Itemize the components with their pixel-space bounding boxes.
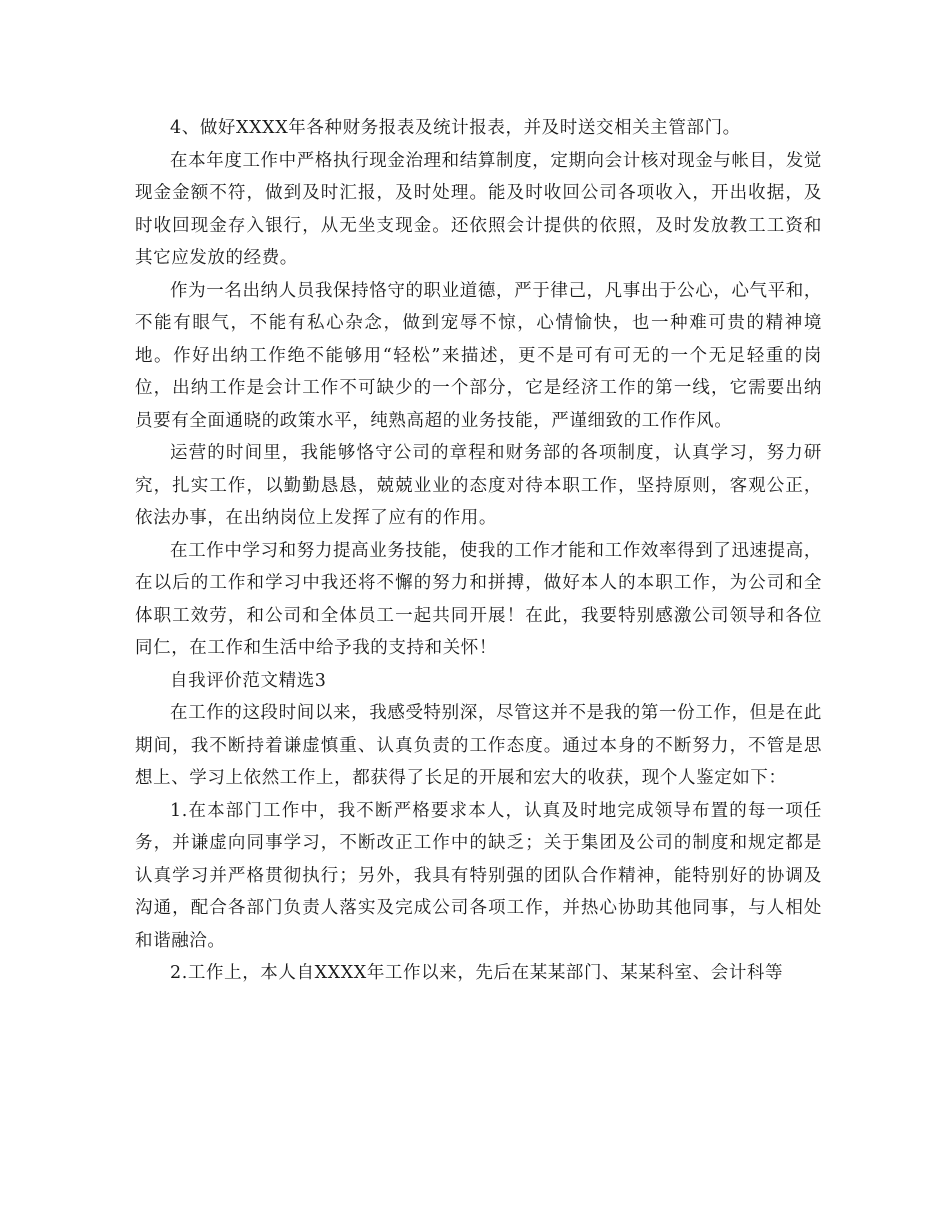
paragraph-report-task: 4、做好XXXX年各种财务报表及统计报表，并及时送交相关主管部门。 bbox=[170, 118, 741, 138]
paragraph-skill-improvement: 在工作中学习和努力提高业务技能，使我的工作才能和工作效率得到了迅速提高，在以后的工作和学习中我还将不懈的努力和拼搏，做好本人的本职工作，为公司和全体职工效劳，和公司和全体员工一起共同开展！在此，我要特别感激公司领导和各位同仁，在工作和生活中给予我的支持和关怀！ bbox=[135, 540, 822, 658]
paragraph-item-1: 1.在本部门工作中，我不断严格要求本人，认真及时地完成领导布置的每一项任务，并谦虚向同事学习，不断改正工作中的缺乏；关于集团及公司的制度和规定都是认真学习并严格贯彻执行；另外，我具有特别强的团队合作精神，能特别好的协调及沟通，配合各部门负责人落实及完成公司各项工作，并热心协助其他同事，与人相处和谐融洽。 bbox=[135, 800, 822, 951]
section-heading: 自我评价范文精选3 bbox=[170, 670, 327, 691]
paragraph-work-experience: 在工作的这段时间以来，我感受特别深，尽管这并不是我的第一份工作，但是在此期间，我不断持着谦虚慎重、认真负责的工作态度。通过本身的不断努力，不管是思想上、学习上依然工作上，都获得了长足的开展和宏大的收获，现个人鉴定如下： bbox=[135, 703, 822, 788]
paragraph-cash-management: 在本年度工作中严格执行现金治理和结算制度，定期向会计核对现金与帐目，发觉现金金额不符，做到及时汇报，及时处理。能及时收回公司各项收入，开出收据，及时收回现金存入银行，从无坐支现金。还依照会计提供的依照，及时发放教工工资和其它应发放的经费。 bbox=[135, 150, 822, 268]
paragraph-company-rules: 运营的时间里，我能够恪守公司的章程和财务部的各项制度，认真学习，努力研究，扎实工作，以勤勤恳恳，兢兢业业的态度对待本职工作，坚持原则，客观公正，依法办事，在出纳岗位上发挥了应有的作用。 bbox=[135, 443, 822, 528]
paragraph-item-2: 2.工作上，本人自XXXX年工作以来，先后在某某部门、某某科室、会计科等 bbox=[170, 963, 784, 983]
paragraph-professional-ethics: 作为一名出纳人员我保持恪守的职业道德，严于律己，凡事出于公心，心气平和，不能有眼气，不能有私心杂念，做到宠辱不惊，心情愉快，也一种难可贵的精神境地。作好出纳工作绝不能够用“轻松”来描述，更不是可有可无的一个无足轻重的岗位，出纳工作是会计工作不可缺少的一个部分，它是经济工作的第一线，它需要出纳员要有全面通晓的政策水平，纯熟高超的业务技能，严谨细致的工作作风。 bbox=[135, 280, 822, 431]
